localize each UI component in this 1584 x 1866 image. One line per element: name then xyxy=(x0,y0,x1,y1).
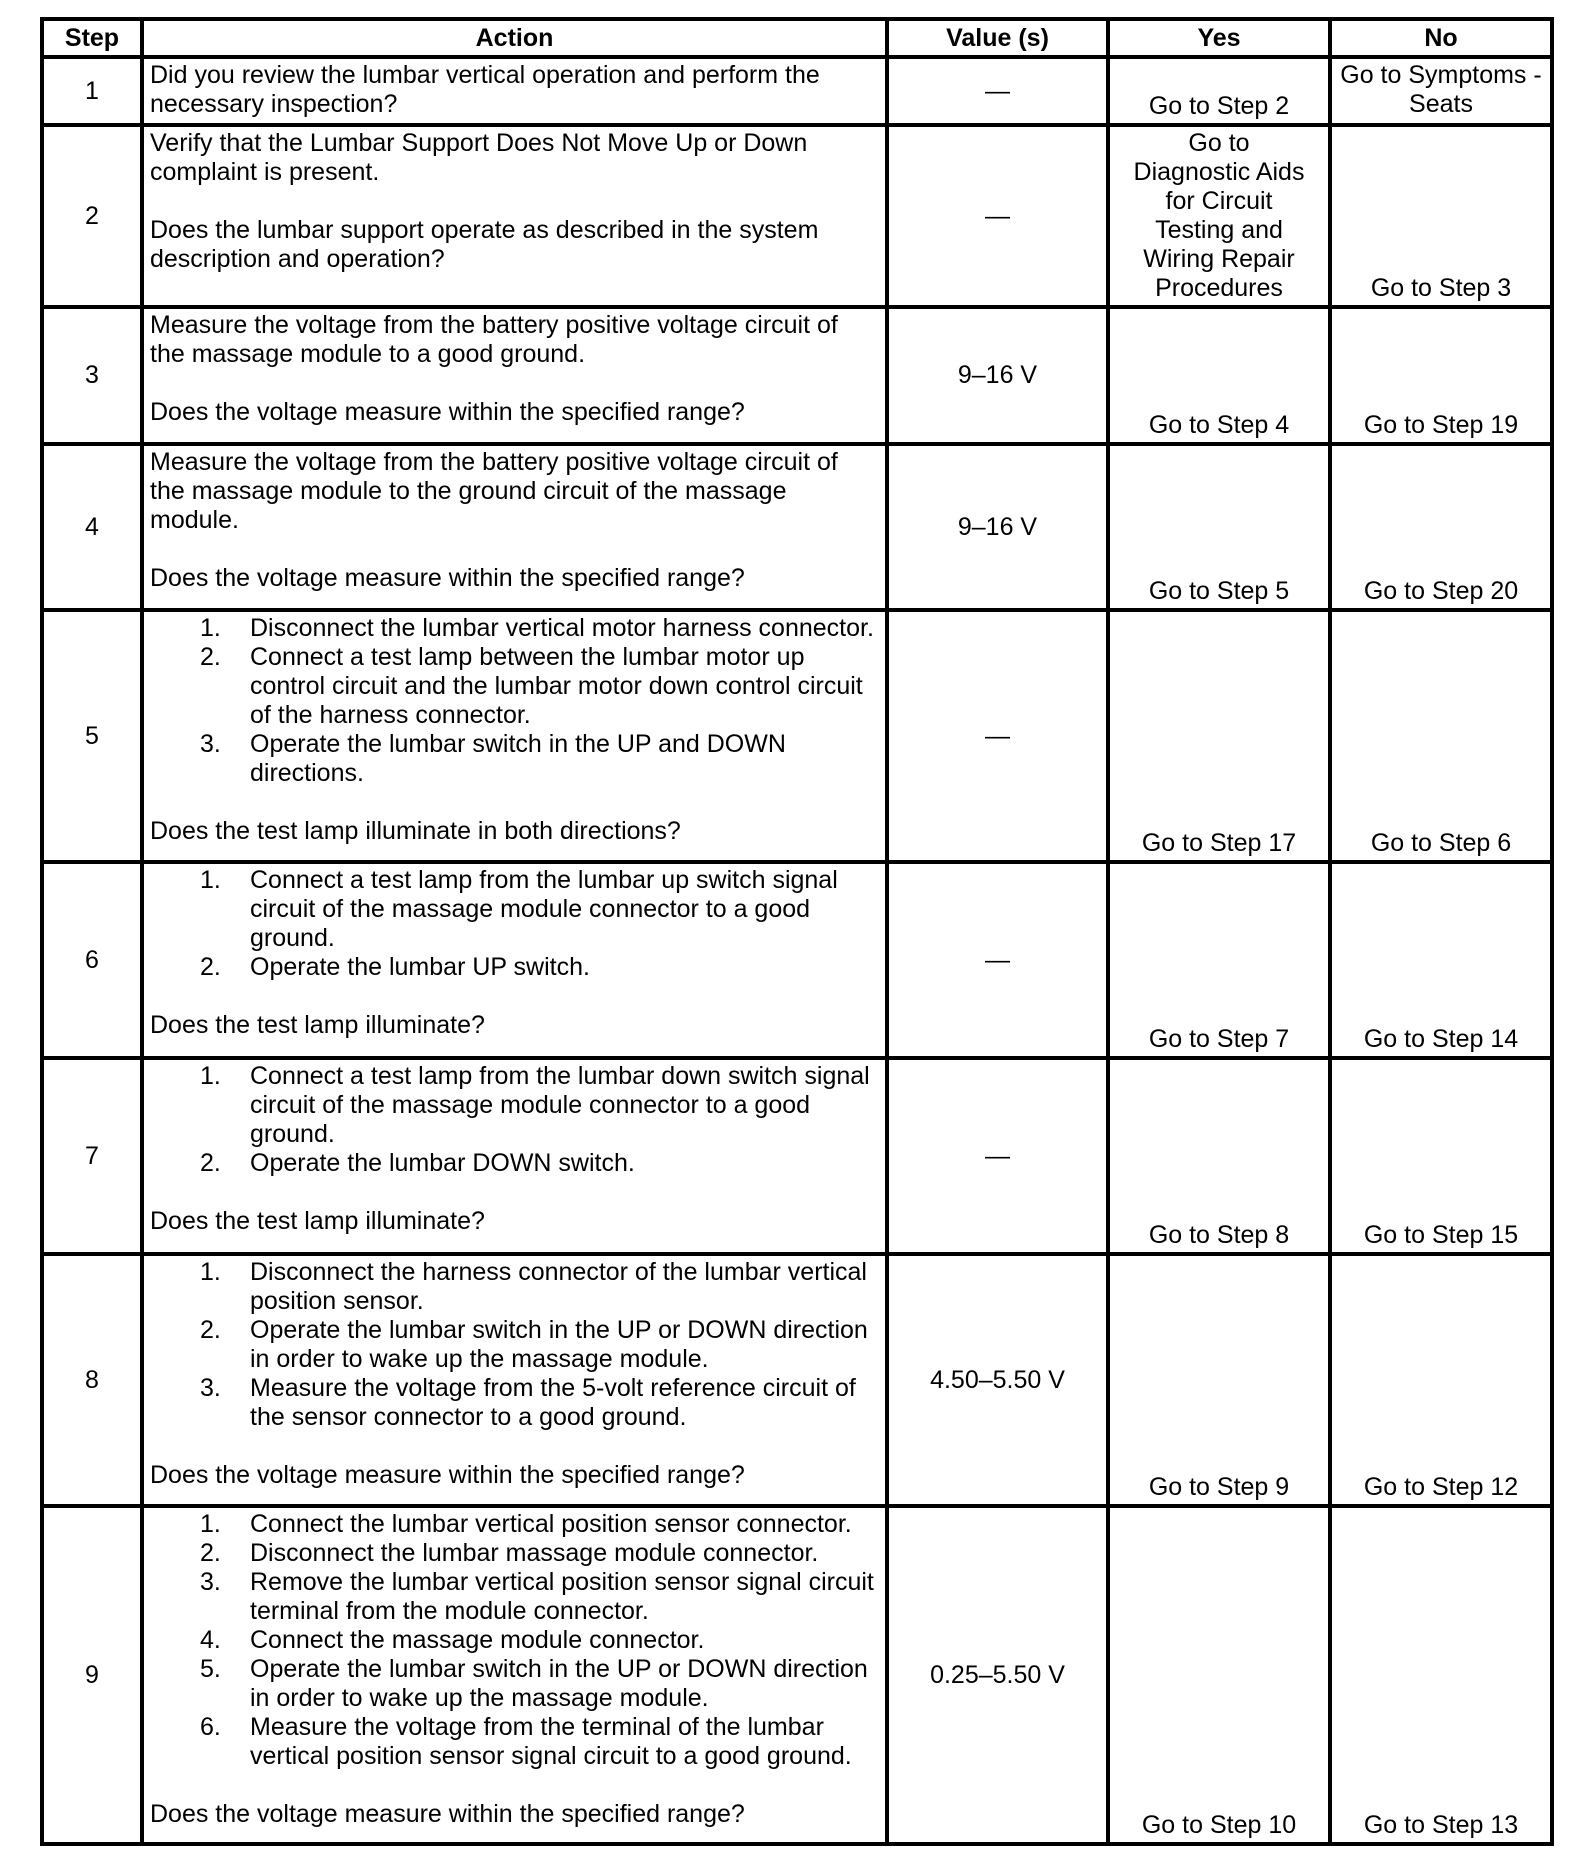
list-item: 2. Operate the lumbar switch in the UP or DOWN direction in order to wake up the massage module. xyxy=(200,1316,868,1373)
action-cell xyxy=(142,444,887,610)
action-text: Measure the voltage from the battery positive voltage circuit of the massage module to the ground circuit of the massage module. xyxy=(150,448,838,534)
list-item: 3. Measure the voltage from the 5-volt reference circuit of the sensor connector to a good ground. xyxy=(200,1374,856,1431)
step-number: 8 xyxy=(42,1254,142,1506)
diagnostic-table xyxy=(40,17,1554,1846)
list-item: 2. Operate the lumbar UP switch. xyxy=(200,953,590,981)
value-cell: — xyxy=(887,125,1108,307)
action-cell xyxy=(142,307,887,444)
no-cell: Go to Step 13 xyxy=(1330,1506,1552,1844)
step-number: 4 xyxy=(42,444,142,610)
action-question: Does the test lamp illuminate in both directions? xyxy=(150,817,681,845)
step-number: 7 xyxy=(42,1058,142,1254)
list-item: 1. Disconnect the lumbar vertical motor harness connector. xyxy=(200,614,874,642)
yes-cell: Go to Step 4 xyxy=(1108,307,1330,444)
no-cell: Go to Step 14 xyxy=(1330,862,1552,1058)
step-number: 5 xyxy=(42,610,142,862)
instruction-list xyxy=(150,1062,879,1178)
list-item: 1. Connect a test lamp from the lumbar down switch signal circuit of the massage module connector to a good ground. xyxy=(200,1062,870,1148)
action-question: Does the test lamp illuminate? xyxy=(150,1011,485,1039)
step-number: 3 xyxy=(42,307,142,444)
action-cell xyxy=(142,610,887,862)
no-cell: Go to Step 15 xyxy=(1330,1058,1552,1254)
header-row xyxy=(42,19,1552,57)
list-item: 2. Disconnect the lumbar massage module connector. xyxy=(200,1539,819,1567)
table-row xyxy=(42,1254,1552,1506)
value-cell: 0.25–5.50 V xyxy=(887,1506,1108,1844)
yes-cell: Go to Step 5 xyxy=(1108,444,1330,610)
value-cell: 9–16 V xyxy=(887,444,1108,610)
yes-cell: Go to Diagnostic Aids for Circuit Testing and Wiring Repair Procedures xyxy=(1108,125,1330,307)
table-row xyxy=(42,444,1552,610)
no-cell: Go to Step 3 xyxy=(1330,125,1552,307)
header-yes: Yes xyxy=(1108,19,1330,57)
action-question: Does the lumbar support operate as described in the system description and operation? xyxy=(150,216,819,273)
value-cell: — xyxy=(887,610,1108,862)
table-row xyxy=(42,1058,1552,1254)
list-item: 1. Connect a test lamp from the lumbar up switch signal circuit of the massage module connector to a good ground. xyxy=(200,866,838,952)
yes-cell: Go to Step 10 xyxy=(1108,1506,1330,1844)
action-question: Does the voltage measure within the specified range? xyxy=(150,398,745,426)
no-cell: Go to Symptoms - Seats xyxy=(1330,57,1552,125)
table-row xyxy=(42,610,1552,862)
list-item: 6. Measure the voltage from the terminal of the lumbar vertical position sensor signal circuit to a good ground. xyxy=(200,1713,852,1770)
list-item: 2. Operate the lumbar DOWN switch. xyxy=(200,1149,635,1177)
instruction-list xyxy=(150,1258,879,1432)
action-question: Does the test lamp illuminate? xyxy=(150,1207,485,1235)
action-cell xyxy=(142,1058,887,1254)
list-item: 4. Connect the massage module connector. xyxy=(200,1626,705,1654)
no-cell: Go to Step 12 xyxy=(1330,1254,1552,1506)
header-no: No xyxy=(1330,19,1552,57)
action-cell xyxy=(142,1506,887,1844)
value-cell: — xyxy=(887,1058,1108,1254)
list-item: 3. Operate the lumbar switch in the UP and DOWN directions. xyxy=(200,730,786,787)
table-row xyxy=(42,862,1552,1058)
no-cell: Go to Step 20 xyxy=(1330,444,1552,610)
value-cell: 9–16 V xyxy=(887,307,1108,444)
step-number: 6 xyxy=(42,862,142,1058)
instruction-list xyxy=(150,866,879,982)
action-text: Did you review the lumbar vertical operation and perform the necessary inspection? xyxy=(150,61,820,118)
action-text: Measure the voltage from the battery positive voltage circuit of the massage module to a good ground. xyxy=(150,311,838,368)
no-cell: Go to Step 6 xyxy=(1330,610,1552,862)
list-item: 1. Disconnect the harness connector of the lumbar vertical position sensor. xyxy=(200,1258,867,1315)
table-row xyxy=(42,1506,1552,1844)
instruction-list xyxy=(150,1510,879,1771)
action-cell xyxy=(142,125,887,307)
action-cell xyxy=(142,1254,887,1506)
step-number: 2 xyxy=(42,125,142,307)
yes-cell: Go to Step 7 xyxy=(1108,862,1330,1058)
header-step: Step xyxy=(42,19,142,57)
instruction-list xyxy=(150,614,879,788)
action-cell xyxy=(142,57,887,125)
list-item: 1. Connect the lumbar vertical position sensor connector. xyxy=(200,1510,852,1538)
value-cell: — xyxy=(887,57,1108,125)
yes-cell: Go to Step 9 xyxy=(1108,1254,1330,1506)
header-action: Action xyxy=(142,19,887,57)
yes-cell: Go to Step 17 xyxy=(1108,610,1330,862)
action-question: Does the voltage measure within the specified range? xyxy=(150,1461,745,1489)
no-cell: Go to Step 19 xyxy=(1330,307,1552,444)
table-row xyxy=(42,125,1552,307)
table-row xyxy=(42,307,1552,444)
list-item: 2. Connect a test lamp between the lumbar motor up control circuit and the lumbar motor down control circuit of the harness connector. xyxy=(200,643,863,729)
action-cell xyxy=(142,862,887,1058)
action-question: Does the voltage measure within the specified range? xyxy=(150,564,745,592)
list-item: 3. Remove the lumbar vertical position sensor signal circuit terminal from the module connector. xyxy=(200,1568,874,1625)
action-text: Verify that the Lumbar Support Does Not Move Up or Down complaint is present. xyxy=(150,129,808,186)
header-value: Value (s) xyxy=(887,19,1108,57)
step-number: 9 xyxy=(42,1506,142,1844)
table-row xyxy=(42,57,1552,125)
yes-cell: Go to Step 8 xyxy=(1108,1058,1330,1254)
list-item: 5. Operate the lumbar switch in the UP or DOWN direction in order to wake up the massage module. xyxy=(200,1655,868,1712)
value-cell: 4.50–5.50 V xyxy=(887,1254,1108,1506)
action-question: Does the voltage measure within the specified range? xyxy=(150,1800,745,1828)
step-number: 1 xyxy=(42,57,142,125)
yes-cell: Go to Step 2 xyxy=(1108,57,1330,125)
value-cell: — xyxy=(887,862,1108,1058)
